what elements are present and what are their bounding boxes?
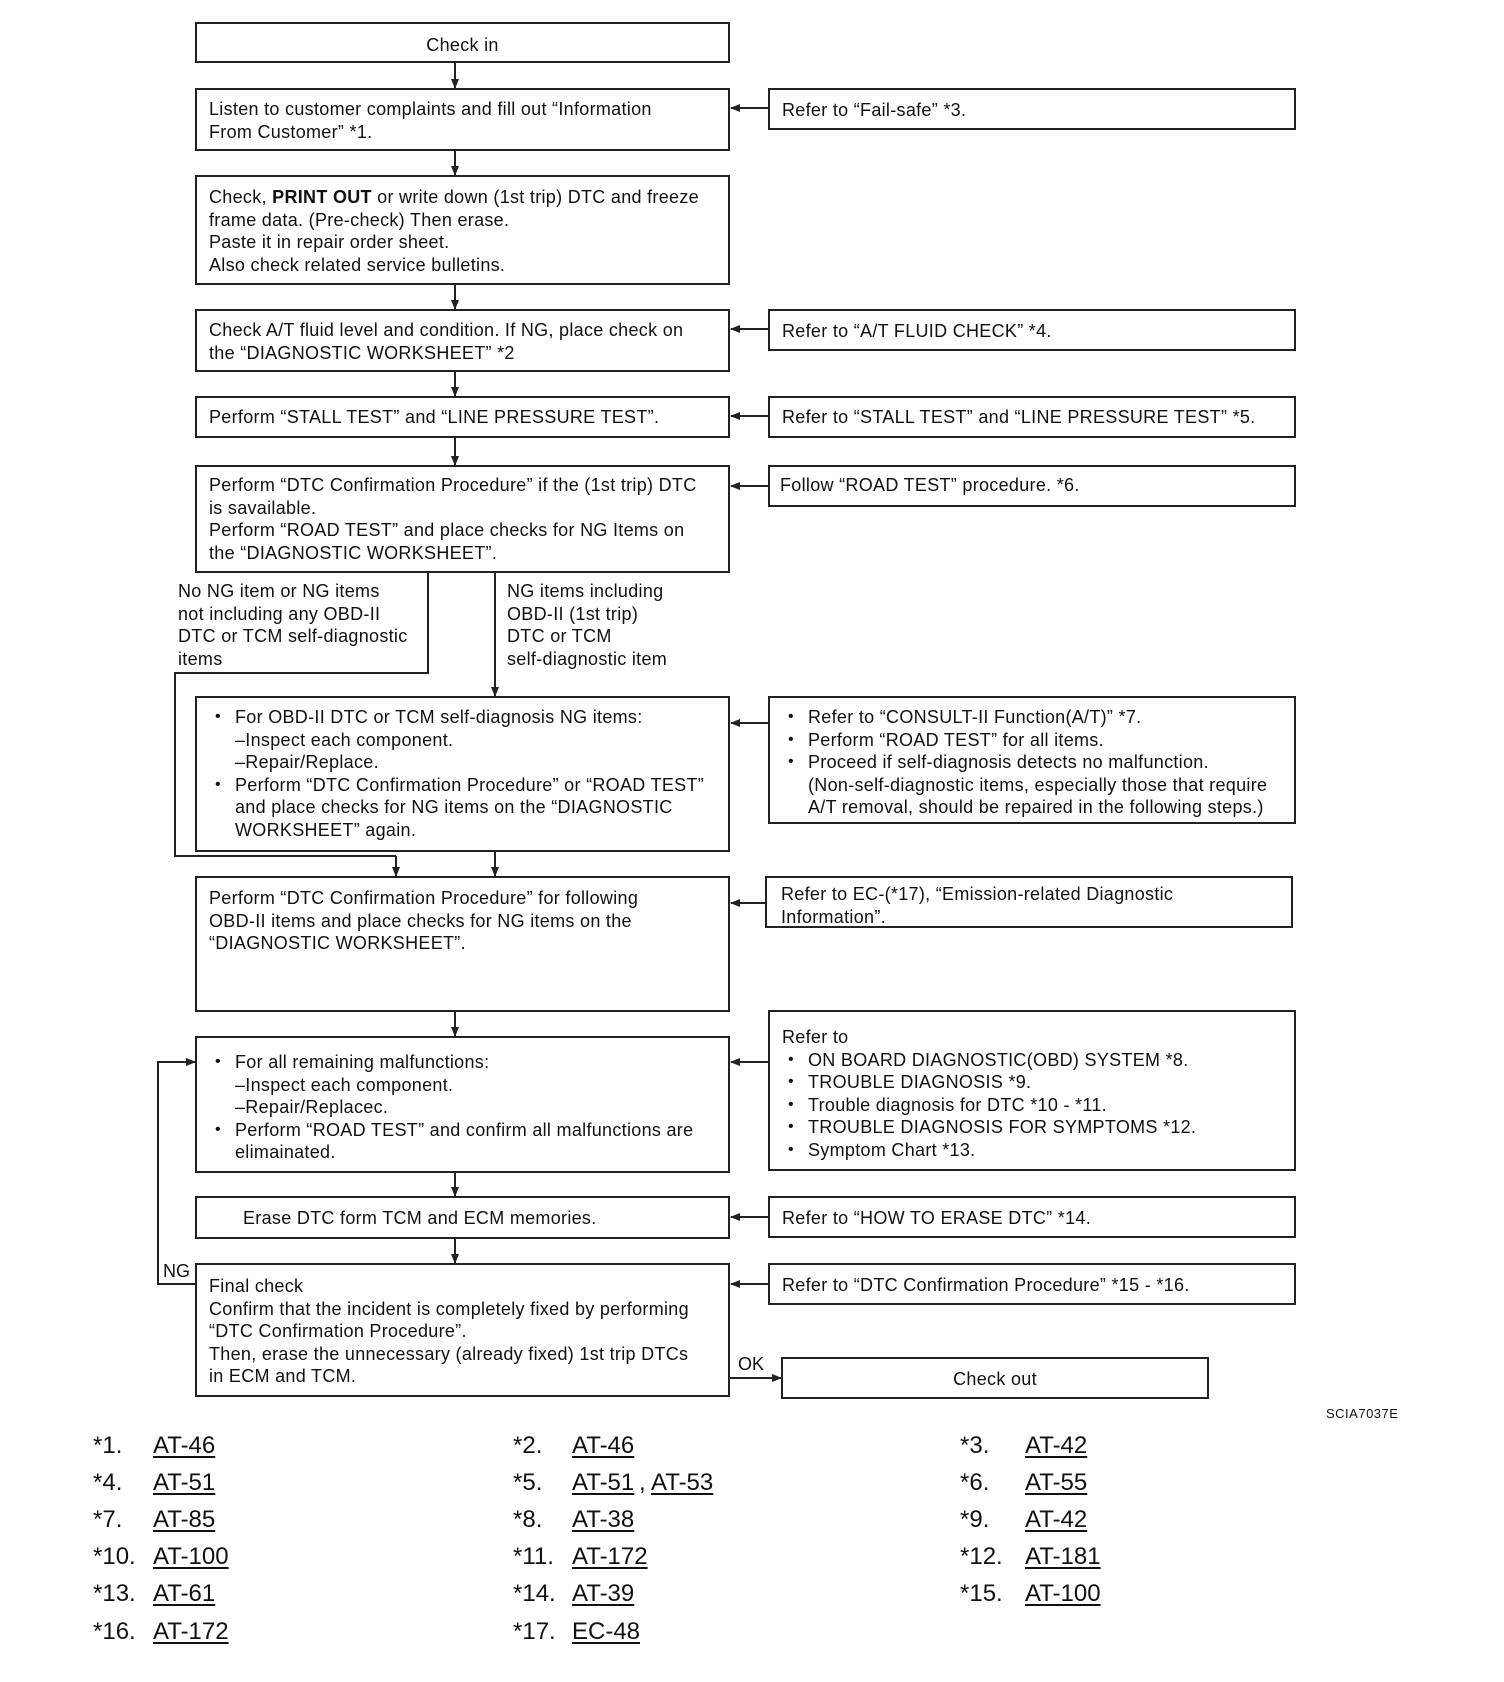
obd-bullet-1 bbox=[235, 706, 716, 774]
reference-link[interactable]: AT-85 bbox=[153, 1506, 216, 1533]
reference-number: *10. bbox=[93, 1543, 136, 1570]
obd-bullet-1-text: For OBD-II DTC or TCM self-diagnosis NG items: bbox=[235, 707, 643, 727]
consult-bullet-3-cont-2: A/T removal, should be repaired in the following steps.) bbox=[808, 797, 1264, 817]
branch-right-line-1: NG items including bbox=[507, 581, 664, 601]
final-ref-text: Refer to “DTC Confirmation Procedure” *15 - *16. bbox=[782, 1275, 1190, 1295]
final-line-3: “DTC Confirmation Procedure”. bbox=[209, 1321, 467, 1341]
branch-right-line-3: DTC or TCM bbox=[507, 626, 612, 646]
reference-link[interactable]: AT-42 bbox=[1025, 1506, 1088, 1533]
figure-code: SCIA7037E bbox=[1326, 1406, 1399, 1421]
reference-link[interactable]: AT-51 bbox=[153, 1469, 216, 1496]
reference-number: *14. bbox=[513, 1580, 556, 1607]
consult-bullet-3-cont-1: (Non-self-diagnostic items, especially those that require bbox=[808, 774, 1268, 795]
refer-bullet-5-text: Symptom Chart *13. bbox=[808, 1139, 976, 1160]
refer-bullet-5 bbox=[808, 1139, 1282, 1162]
check-print-line-3: Paste it in repair order sheet. bbox=[209, 232, 450, 252]
reference-link[interactable]: AT-38 bbox=[572, 1506, 635, 1533]
dtc-conf-line-1: Perform “DTC Confirmation Procedure” if the (1st trip) DTC bbox=[209, 475, 697, 495]
dtc-conf-line-4: the “DIAGNOSTIC WORKSHEET”. bbox=[209, 542, 498, 563]
reference-number: *15. bbox=[960, 1580, 1003, 1607]
reference-link[interactable]: AT-39 bbox=[572, 1580, 635, 1607]
refer-bullet-2-text: TROUBLE DIAGNOSIS *9. bbox=[808, 1072, 1032, 1092]
stall-text: Perform “STALL TEST” and “LINE PRESSURE TEST”. bbox=[209, 407, 660, 427]
remaining-bullet-1-text: For all remaining malfunctions: bbox=[235, 1052, 490, 1072]
reference-link[interactable]: AT-61 bbox=[153, 1580, 216, 1607]
refer-bullet-4-text: TROUBLE DIAGNOSIS FOR SYMPTOMS *12. bbox=[808, 1117, 1197, 1137]
remaining-bullet-2-cont: elimainated. bbox=[235, 1142, 336, 1162]
obd-bullet-2-cont-2: WORKSHEET” again. bbox=[235, 819, 417, 840]
listen-line-2: From Customer” *1. bbox=[209, 121, 373, 142]
fluid-box bbox=[195, 309, 730, 372]
reference-number: *12. bbox=[960, 1543, 1003, 1570]
obd-sub-1: –Inspect each component. bbox=[235, 729, 454, 750]
reference-link[interactable]: AT-172 bbox=[572, 1543, 648, 1570]
fail-safe-ref-box bbox=[768, 88, 1296, 130]
remaining-bullet-2-text: Perform “ROAD TEST” and confirm all malfunctions are bbox=[235, 1119, 694, 1140]
reference-link[interactable]: EC-48 bbox=[572, 1618, 641, 1645]
reference-link[interactable]: AT-53 bbox=[651, 1469, 714, 1496]
refer-to-head: Refer to bbox=[782, 1027, 849, 1047]
check-print-post: or write down (1st trip) DTC and freeze bbox=[377, 187, 699, 207]
fluid-ref-box bbox=[768, 309, 1296, 351]
refer-bullet-2 bbox=[808, 1071, 1282, 1094]
fluid-line-2: the “DIAGNOSTIC WORKSHEET” *2 bbox=[209, 342, 515, 363]
dtc-following-line-1: Perform “DTC Confirmation Procedure” for following bbox=[209, 888, 639, 908]
dtc-following-line-3: “DIAGNOSTIC WORKSHEET”. bbox=[209, 933, 466, 953]
listen-line-1: Listen to customer complaints and fill out “Information bbox=[209, 99, 652, 119]
obd-bullet-2-text: Perform “DTC Confirmation Procedure” or “ROAD TEST” bbox=[235, 774, 705, 795]
check-print-line-1 bbox=[209, 186, 716, 209]
reference-separator: , bbox=[639, 1469, 646, 1496]
reference-link[interactable]: AT-42 bbox=[1025, 1432, 1088, 1459]
reference-link[interactable]: AT-100 bbox=[153, 1543, 229, 1570]
check-print-box bbox=[195, 175, 730, 285]
branch-left-line-1: No NG item or NG items bbox=[178, 581, 380, 601]
stall-box bbox=[195, 396, 730, 438]
branch-left-line-3: DTC or TCM self-diagnostic bbox=[178, 626, 408, 646]
road-test-ref-box bbox=[768, 465, 1296, 507]
consult-bullet-2 bbox=[808, 729, 1282, 752]
refer-bullet-1 bbox=[808, 1049, 1282, 1072]
branch-left-label bbox=[178, 580, 408, 670]
final-line-5: in ECM and TCM. bbox=[209, 1366, 357, 1386]
branch-right-label bbox=[507, 580, 667, 670]
reference-number: *6. bbox=[960, 1469, 990, 1496]
fluid-ref-text: Refer to “A/T FLUID CHECK” *4. bbox=[782, 321, 1052, 341]
remaining-box bbox=[195, 1036, 730, 1173]
reference-link[interactable]: AT-46 bbox=[572, 1432, 635, 1459]
erase-text: Erase DTC form TCM and ECM memories. bbox=[243, 1208, 597, 1228]
dtc-following-box bbox=[195, 876, 730, 1012]
refer-bullet-4 bbox=[808, 1116, 1282, 1139]
reference-number: *17. bbox=[513, 1618, 556, 1645]
listen-box bbox=[195, 88, 730, 151]
obd-sub-2: –Repair/Replace. bbox=[235, 752, 379, 772]
reference-link[interactable]: AT-100 bbox=[1025, 1580, 1101, 1607]
stall-ref-box bbox=[768, 396, 1296, 438]
reference-link[interactable]: AT-46 bbox=[153, 1432, 216, 1459]
branch-right-line-4: self-diagnostic item bbox=[507, 648, 668, 669]
refer-to-box bbox=[768, 1010, 1296, 1171]
branch-right-line-2: OBD-II (1st trip) bbox=[507, 603, 639, 624]
dtc-confirmation-box bbox=[195, 465, 730, 573]
stall-ref-text: Refer to “STALL TEST” and “LINE PRESSURE TEST” *5. bbox=[782, 407, 1256, 427]
branch-left-line-2: not including any OBD-II bbox=[178, 603, 381, 624]
erase-ref-box bbox=[768, 1196, 1296, 1238]
fail-safe-ref-text: Refer to “Fail-safe” *3. bbox=[782, 100, 967, 120]
reference-number: *3. bbox=[960, 1432, 990, 1459]
reference-number: *1. bbox=[93, 1432, 123, 1459]
ok-label: OK bbox=[738, 1354, 765, 1374]
remaining-sub-2: –Repair/Replacec. bbox=[235, 1097, 389, 1117]
reference-link[interactable]: AT-181 bbox=[1025, 1543, 1101, 1570]
obd-bullet-2-cont-1: and place checks for NG items on the “DIAGNOSTIC bbox=[235, 797, 673, 817]
consult-bullet-1 bbox=[808, 706, 1282, 729]
reference-number: *13. bbox=[93, 1580, 136, 1607]
ec-ref-line-1: Refer to EC-(*17), “Emission-related Diagnostic bbox=[781, 884, 1174, 904]
fluid-line-1: Check A/T fluid level and condition. If NG, place check on bbox=[209, 320, 684, 340]
check-print-pre: Check, bbox=[209, 187, 267, 207]
reference-number: *4. bbox=[93, 1469, 123, 1496]
consult-bullet-3-text: Proceed if self-diagnosis detects no malfunction. bbox=[808, 752, 1209, 772]
road-test-ref-text: Follow “ROAD TEST” procedure. *6. bbox=[780, 475, 1080, 495]
line-ng-loop bbox=[158, 1062, 195, 1284]
reference-link[interactable]: AT-55 bbox=[1025, 1469, 1088, 1496]
reference-number: *5. bbox=[513, 1469, 543, 1496]
remaining-sub-1: –Inspect each component. bbox=[235, 1074, 454, 1095]
refer-bullet-1-text: ON BOARD DIAGNOSTIC(OBD) SYSTEM *8. bbox=[808, 1049, 1189, 1070]
reference-number: *7. bbox=[93, 1506, 123, 1533]
branch-left-line-4: items bbox=[178, 648, 223, 669]
obd-bullet-2 bbox=[235, 774, 716, 842]
print-out-text: PRINT OUT bbox=[272, 187, 372, 207]
final-line-2: Confirm that the incident is completely fixed by performing bbox=[209, 1298, 689, 1319]
consult-ref-box bbox=[768, 696, 1296, 824]
reference-number: *16. bbox=[93, 1618, 136, 1645]
final-ref-box bbox=[768, 1263, 1296, 1305]
remaining-bullet-1 bbox=[235, 1051, 716, 1119]
reference-number: *8. bbox=[513, 1506, 543, 1533]
refer-bullet-3 bbox=[808, 1094, 1282, 1117]
check-out-label: Check out bbox=[953, 1369, 1037, 1389]
ec-ref-line-2: Information”. bbox=[781, 906, 886, 927]
erase-ref-text: Refer to “HOW TO ERASE DTC” *14. bbox=[782, 1208, 1091, 1228]
reference-number: *9. bbox=[960, 1506, 990, 1533]
consult-bullet-2-text: Perform “ROAD TEST” for all items. bbox=[808, 729, 1104, 750]
dtc-following-line-2: OBD-II items and place checks for NG items on the bbox=[209, 910, 632, 931]
consult-bullet-1-text: Refer to “CONSULT-II Function(A/T)” *7. bbox=[808, 707, 1142, 727]
check-print-line-4: Also check related service bulletins. bbox=[209, 254, 506, 275]
reference-number: *11. bbox=[513, 1543, 554, 1570]
ng-label: NG bbox=[163, 1261, 190, 1281]
final-line-4: Then, erase the unnecessary (already fixed) 1st trip DTCs bbox=[209, 1343, 689, 1364]
obd-items-box bbox=[195, 696, 730, 852]
check-in-label: Check in bbox=[426, 35, 499, 55]
consult-bullet-3 bbox=[808, 751, 1282, 819]
dtc-conf-line-2: is savailable. bbox=[209, 497, 317, 518]
final-line-1: Final check bbox=[209, 1276, 304, 1296]
reference-number: *2. bbox=[513, 1432, 543, 1459]
check-print-line-2: frame data. (Pre-check) Then erase. bbox=[209, 209, 510, 230]
reference-link[interactable]: AT-172 bbox=[153, 1618, 229, 1645]
remaining-bullet-2 bbox=[235, 1119, 716, 1164]
refer-bullet-3-text: Trouble diagnosis for DTC *10 - *11. bbox=[808, 1094, 1107, 1115]
reference-link[interactable]: AT-51 bbox=[572, 1469, 635, 1496]
erase-box bbox=[195, 1196, 730, 1239]
dtc-conf-line-3: Perform “ROAD TEST” and place checks for NG Items on bbox=[209, 520, 685, 540]
check-in-box bbox=[195, 22, 730, 63]
ec-ref-box bbox=[765, 876, 1293, 928]
check-out-box bbox=[781, 1357, 1209, 1399]
final-check-box bbox=[195, 1263, 730, 1397]
